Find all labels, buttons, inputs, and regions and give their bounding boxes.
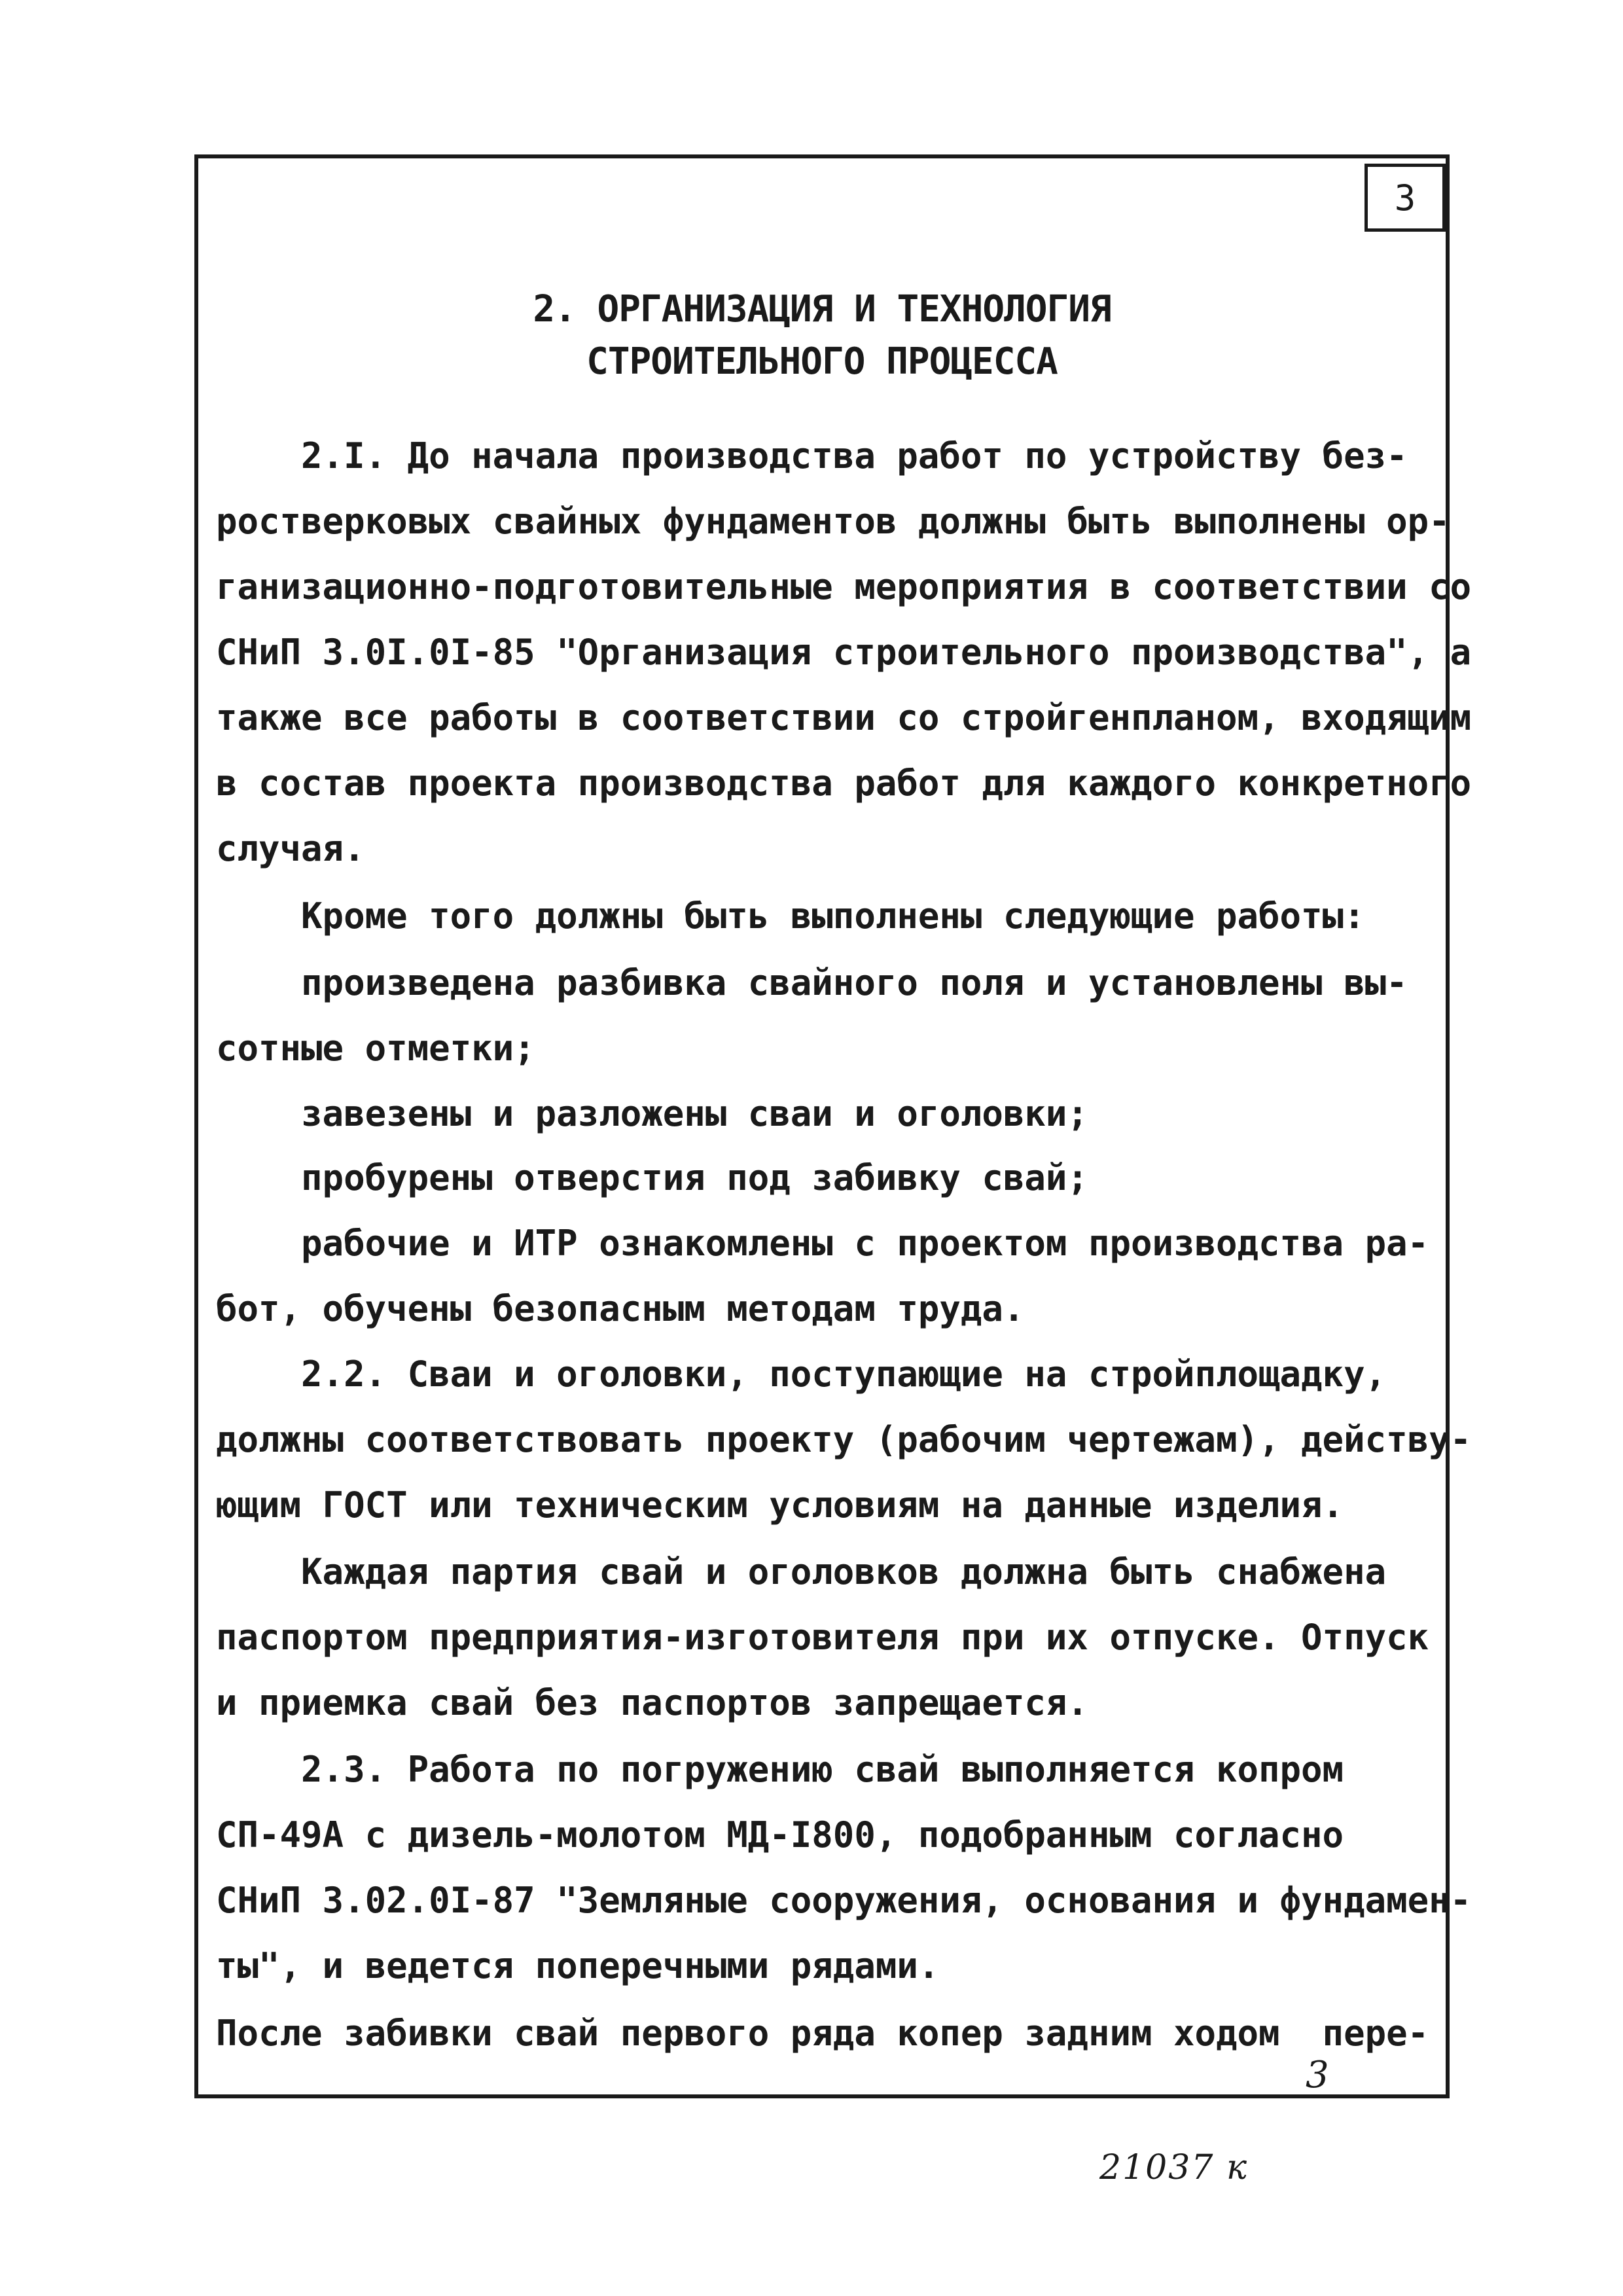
text-line: сотные отметки;: [216, 1028, 535, 1069]
text-line: ганизационно-подготовительные мероприятия в соответствии со: [216, 566, 1472, 607]
text-line: пробурены отверстия под забивку свай;: [216, 1157, 1088, 1198]
text-line: После забивки свай первого ряда копер задним ходом пере-: [216, 2013, 1429, 2054]
handwritten-page-number: 3: [1306, 2054, 1329, 2096]
text-line: Кроме того должны быть выполнены следующие работы:: [216, 895, 1365, 937]
text-line: и приемка свай без паспортов запрещается.: [216, 1682, 1088, 1723]
page-number-box: [1364, 164, 1446, 232]
text-line: ющим ГОСТ или техническим условиям на данные изделия.: [216, 1484, 1344, 1526]
section-heading-line2: СТРОИТЕЛЬНОГО ПРОЦЕССА: [586, 340, 1058, 383]
text-line: ростверковых свайных фундаментов должны быть выполнены ор-: [216, 501, 1450, 542]
text-line: паспортом предприятия-изготовителя при их отпуске. Отпуск: [216, 1617, 1429, 1658]
section-heading-line1: 2. ОРГАНИЗАЦИЯ И ТЕХНОЛОГИЯ: [533, 288, 1111, 331]
text-line: бот, обучены безопасным методам труда.: [216, 1288, 1025, 1329]
text-line: ты", и ведется поперечными рядами.: [216, 1945, 940, 1986]
text-line: в состав проекта производства работ для каждого конкретного: [216, 762, 1472, 804]
text-line: также все работы в соответствии со стройгенпланом, входящим: [216, 697, 1472, 738]
text-line: СП-49А с дизель-молотом МД-I800, подобранным согласно: [216, 1814, 1344, 1856]
text-line: 2.3. Работа по погружению свай выполняется копром: [216, 1749, 1344, 1790]
document-stamp: 21037 к: [1099, 2148, 1249, 2187]
text-line: завезены и разложены сваи и оголовки;: [216, 1093, 1088, 1134]
text-line: произведена разбивка свайного поля и установлены вы-: [216, 962, 1408, 1003]
text-line: случая.: [216, 828, 365, 869]
page-number: 3: [1394, 177, 1416, 219]
text-line: Каждая партия свай и оголовков должна быть снабжена: [216, 1551, 1387, 1592]
text-line: должны соответствовать проекту (рабочим чертежам), действу-: [216, 1419, 1472, 1460]
text-line: СНиП 3.0I.0I-85 "Организация строительного производства", а: [216, 632, 1472, 673]
text-line: СНиП 3.02.0I-87 "Земляные сооружения, основания и фундамен-: [216, 1880, 1472, 1921]
text-line: 2.I. До начала производства работ по устройству без-: [216, 435, 1408, 476]
text-line: рабочие и ИТР ознакомлены с проектом производства ра-: [216, 1223, 1429, 1264]
text-line: 2.2. Сваи и оголовки, поступающие на стройплощадку,: [216, 1354, 1387, 1395]
